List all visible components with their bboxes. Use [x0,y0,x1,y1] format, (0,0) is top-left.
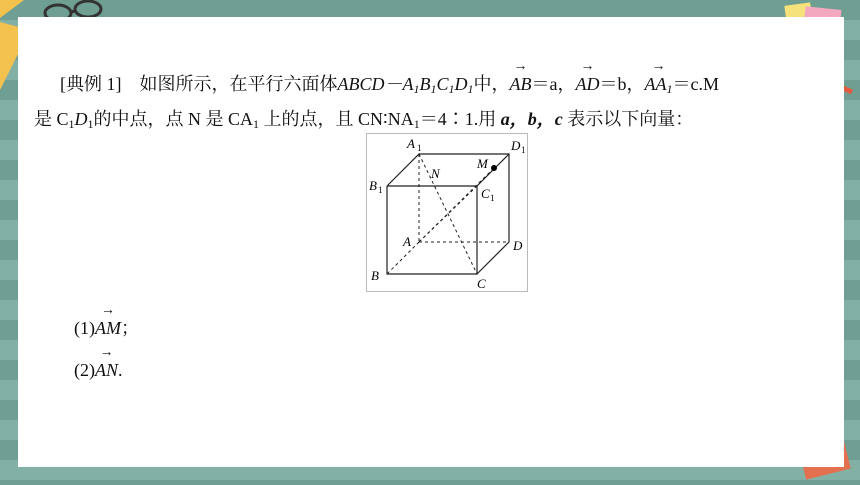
vector-AN: → AN [95,360,118,381]
question-1: (1)→ AM； [74,314,139,340]
label-D: D [513,238,523,253]
svg-text:1: 1 [490,193,495,203]
question-2: (2)→ AN. [74,360,123,381]
label-A: A [403,234,411,249]
label-B1: B [369,178,377,193]
svg-text:1: 1 [378,185,383,195]
parallelepiped-figure [366,133,528,292]
label-A1: A [407,136,415,151]
vector-AD: → AD [576,74,600,95]
vector-AB: → AB [510,74,532,95]
svg-text:1: 1 [521,145,526,155]
label-M: M [477,156,488,171]
label-D1: D [511,138,521,153]
svg-text:1: 1 [417,143,422,153]
example-tag: [典例 1] [60,74,122,94]
problem-line-2: 是 $C_1D_1$的中点，点 N 是 $CA_1$ 上的点，且 $CN∶NA_1=4∶1$.用 a，b，c 表示以下向量： [34,109,694,131]
label-C1: C [481,186,490,201]
vector-AM: → AM [95,318,121,339]
label-B: B [371,268,379,283]
label-C: C [477,276,486,291]
label-N: N [431,166,440,181]
problem-line-1: [典例 1] 如图所示，在平行六面体$ABCD-A_1B_1C_1D_1$中，→ AB＝a，→ AD＝b，→ $AA_1=c.M$ [60,70,719,97]
vector-AA1: → $AA_1$ [645,74,673,97]
point-M [491,165,497,171]
